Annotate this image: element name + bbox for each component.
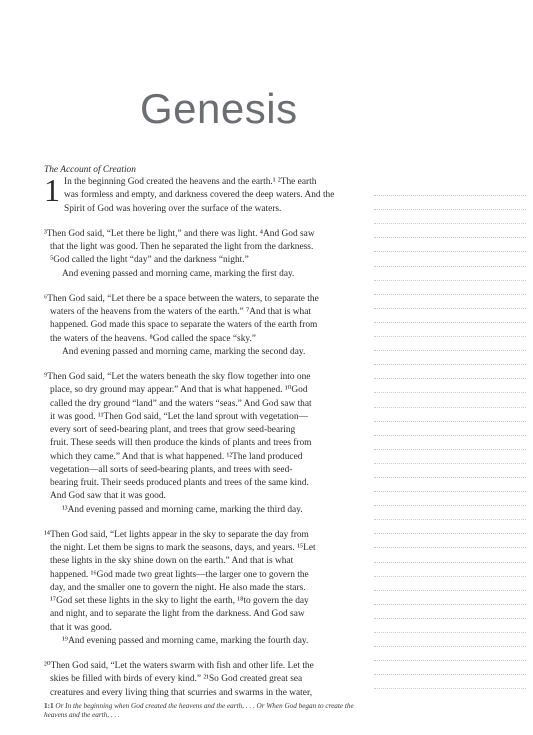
note-line [374,337,526,351]
footnote-text: Or In the beginning when God created the heavens and the earth, . . . Or When God began to create the heavens and the earth, . . . [44,702,354,719]
paragraph-line: skies be filled with birds of every kind.” ²¹So God created great sea [50,674,303,685]
paragraph-line: ¹⁴Then God said, “Let lights appear in the sky to separate the day from [44,529,309,540]
chapter-number: 1 [44,172,60,208]
paragraph-line: day, and the smaller one to govern the night. He also made the stars. [50,582,306,593]
note-line [374,182,526,196]
paragraph-line: And evening passed and morning came, marking the first day. [62,268,295,279]
note-line [374,252,526,266]
paragraph-line: And God saw that it was good. [50,491,166,502]
note-line [374,675,526,689]
paragraph-line: ¹⁷God set these lights in the sky to light the earth, ¹⁸to govern the day [50,596,309,606]
paragraph-line: creatures and every living thing that scurries and swarms in the water, [50,687,313,698]
note-line [374,323,526,337]
paragraph-line: ⁵God called the light “day” and the darkness “night.” [50,255,249,266]
note-line [374,520,526,534]
paragraph-line: and night, and to separate the light from the darkness. And God saw [50,609,305,620]
paragraph-line: the night. Let them be signs to mark the seasons, days, and years. ¹⁵Let [50,543,316,553]
note-line [374,661,526,675]
paragraph-line: happened. ¹⁶God made two great lights—the larger one to govern the [50,569,309,580]
section-heading: The Account of Creation [44,165,136,175]
note-line [374,196,526,210]
paragraph-line: Spirit of God was hovering over the surface of the waters. [64,203,282,214]
paragraph-line: ²⁰Then God said, “Let the waters swarm with fish and other life. Let the [44,661,314,671]
note-line [374,281,526,295]
paragraph-line: ⁹Then God said, “Let the waters beneath the sky flow together into one [44,372,311,382]
paragraph-line: place, so dry ground may appear.” And that is what happened. ¹⁰God [50,385,308,396]
note-line [374,379,526,393]
note-line [374,295,526,309]
paragraph-line: ⁶Then God said, “Let there be a space between the waters, to separate the [44,293,319,304]
footnote [44,702,364,720]
paragraph-line: that the light was good. Then he separated the light from the darkness. [50,242,314,252]
note-line [374,210,526,224]
paragraph-line: every sort of seed-bearing plant, and trees that grow seed-bearing [50,425,296,435]
paragraph-3 [44,293,352,359]
note-line [374,267,526,281]
note-line [374,309,526,323]
note-line [374,605,526,619]
paragraph-6 [44,660,352,700]
note-line [374,534,526,548]
paragraph-line: vegetation—all sorts of seed-bearing plants, and trees with seed- [50,464,293,475]
scripture-text [44,164,352,700]
paragraph-line: bearing fruit. Their seeds produced plants and trees of the same kind. [50,478,309,488]
paragraph-line: ³Then God said, “Let there be light,” and there was light. ⁴And God saw [44,228,315,239]
note-line [374,365,526,379]
note-line [374,633,526,647]
paragraph-4 [44,371,352,517]
note-line [374,238,526,252]
note-line [374,351,526,365]
note-line [374,548,526,562]
paragraph-line: ¹³And evening passed and morning came, marking the third day. [62,504,303,515]
note-line [374,450,526,464]
note-line [374,591,526,605]
note-line [374,619,526,633]
paragraph-line: waters of the heavens from the waters of the earth.” ⁷And that is what [50,307,311,317]
note-line [374,506,526,520]
paragraph-line: called the dry ground “land” and the waters “seas.” And God saw that [50,398,312,409]
note-line [374,492,526,506]
paragraph-line: In the beginning God created the heavens and the earth.¹ ²The earth [64,177,317,187]
paragraph-line: fruit. These seeds will then produce the kinds of plants and trees from [50,438,312,449]
paragraph-line: it was good. ¹¹Then God said, “Let the land sprout with vegetation— [50,411,308,422]
paragraph-line: these lights in the sky shine down on the earth.” And that is what [50,556,294,567]
note-line [374,464,526,478]
note-line [374,647,526,661]
note-line [374,393,526,407]
paragraph-1 [44,172,352,216]
paragraph-line: the waters of the heavens. ⁸God called the space “sky.” [50,333,256,344]
paragraph-line: that it was good. [50,622,112,633]
paragraph-line: was formless and empty, and darkness covered the deep waters. And the [64,190,335,201]
note-line [374,224,526,238]
paragraph-2 [44,228,352,281]
paragraph-line: And evening passed and morning came, marking the second day. [62,346,306,357]
paragraph-5 [44,529,352,648]
note-line [374,422,526,436]
paragraph-line: which they came.” And that is what happened. ¹²The land produced [50,451,303,462]
footnote-ref: 1:1 [44,702,54,710]
book-title: Genesis [140,85,298,132]
note-line [374,436,526,450]
note-line [374,478,526,492]
paragraph-line: ¹⁹And evening passed and morning came, marking the fourth day. [62,635,309,646]
paragraph-line: happened. God made this space to separate the waters of the earth from [50,320,318,331]
margin-note-lines [374,182,526,689]
note-line [374,563,526,577]
note-line [374,408,526,422]
note-line [374,577,526,591]
